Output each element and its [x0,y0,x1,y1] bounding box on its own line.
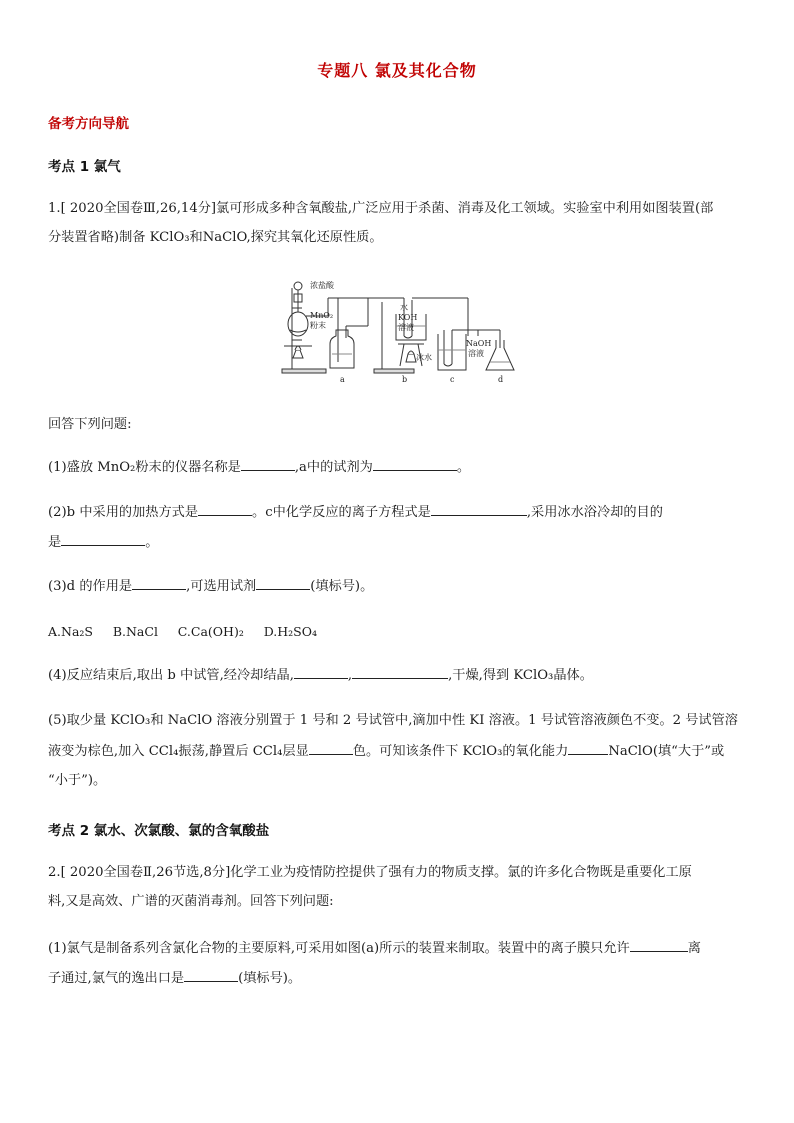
q1-part1-text-b: ,a中的试剂为 [294,460,373,475]
label-naoh: NaOH [466,339,492,348]
answer-blank[interactable] [198,503,252,516]
answer-blank[interactable] [352,666,448,679]
q1-part4-text-a: (4)反应结束后,取出 b 中试管,经冷却结晶, [48,668,294,683]
q1-part3-text-a: (3)d 的作用是 [48,579,133,594]
label-b: b [402,375,408,384]
label-a: a [340,375,345,384]
q2-part1-text-c: 子通过,氯气的逸出口是 [48,971,185,986]
section-heading-guide: 备考方向导航 [48,116,129,132]
answer-blank[interactable] [630,939,688,952]
q1-part5-line3: “小于”)。 [48,773,107,788]
q1-part2-text-a: (2)b 中采用的加热方式是 [48,505,199,520]
answer-blank[interactable] [568,742,608,755]
q1-part5-text-b: 色。可知该条件下 KClO₃的氧化能力 [352,744,569,759]
apparatus-figure [278,278,518,386]
q2-part1-text-a: (1)氯气是制备系列含氯化合物的主要原料,可采用如图(a)所示的装置来制取。装置中的离子膜只允许 [48,941,630,956]
q1-part4-text-b: , [347,668,353,683]
q1-part1-text-c: 。 [456,460,471,475]
q1-part2-text-e: 。 [145,535,159,550]
q1-stem-line2: 分装置省略)制备 KClO₃和NaClO,探究其氧化还原性质。 [48,230,383,245]
label-ice-water: 冰水 [416,353,432,362]
label-koh-solution: 溶液 [398,323,414,332]
q1-part3 [48,577,748,596]
q2-part1-text-b: 离 [687,941,701,956]
q1-part1 [48,458,748,477]
q1-part5-line2 [48,742,748,761]
q1-part2-text-b: 。c中化学反应的离子方程式是 [252,505,431,520]
answer-blank[interactable] [61,533,145,546]
q1-part5-text-a: 液变为棕色,加入 CCl₄振荡,静置后 CCl₄层显 [48,744,309,759]
q1-part3-text-b: ,可选用试剂 [186,579,257,594]
label-mno2: MnO₂ [310,311,334,320]
kaodian-1-heading: 考点 1 氯气 [48,159,121,175]
answer-blank[interactable] [294,666,348,679]
kaodian-2-heading: 考点 2 氯水、次氯酸、氯的含氧酸盐 [48,823,270,839]
q1-part2 [48,503,748,522]
q1-part3-text-c: (填标号)。 [310,579,374,594]
answer-blank[interactable] [184,969,238,982]
q2-stem-line1: 2.[ 2020全国卷Ⅱ,26节选,8分]化学工业为疫情防控提供了强有力的物质支撑。氯的许多化合物既是重要化工原 [48,865,692,880]
q2-part1-text-d: (填标号)。 [238,971,302,986]
q1-part1-text-a: (1)盛放 MnO₂粉末的仪器名称是 [48,460,241,475]
answer-blank[interactable] [241,458,295,471]
label-water: 水 [400,303,408,312]
answer-blank[interactable] [431,503,527,516]
label-c: c [450,375,455,384]
q1-part4 [48,666,748,685]
answer-blank[interactable] [256,577,310,590]
label-d: d [498,375,504,384]
label-koh: KOH [398,313,418,322]
label-naoh-solution: 溶液 [468,349,484,358]
q2-stem-line2: 料,又是高效、广谱的灭菌消毒剂。回答下列问题: [48,894,334,909]
q1-part2-cont [48,533,748,552]
q1-options: A.Na₂S B.NaCl C.Ca(OH)₂ D.H₂SO₄ [48,624,317,639]
label-conc-hcl: 浓盐酸 [310,281,334,290]
q2-part1 [48,939,748,958]
answer-blank[interactable] [309,742,353,755]
q1-part5-line1: (5)取少量 KClO₃和 NaClO 溶液分别置于 1 号和 2 号试管中,滴加中性 KI 溶液。1 号试管溶液颜色不变。2 号试管溶 [48,713,738,728]
q1-prompt: 回答下列问题: [48,417,132,432]
q1-part2-text-d: 是 [48,535,62,550]
answer-blank[interactable] [132,577,186,590]
q1-stem-line1: 1.[ 2020全国卷Ⅲ,26,14分]氯可形成多种含氧酸盐,广泛应用于杀菌、消毒及化工领域。实验室中利用如图装置(部 [48,201,714,216]
q1-part5-text-c: NaClO(填“大于”或 [608,744,725,759]
answer-blank[interactable] [373,458,457,471]
label-powder: 粉末 [310,321,326,330]
q1-part4-text-c: ,干燥,得到 KClO₃晶体。 [448,668,593,683]
q2-part1-cont [48,969,748,988]
page-title: 专题八 氯及其化合物 [317,61,477,80]
q1-part2-text-c: ,采用冰水浴冷却的目的 [526,505,663,520]
